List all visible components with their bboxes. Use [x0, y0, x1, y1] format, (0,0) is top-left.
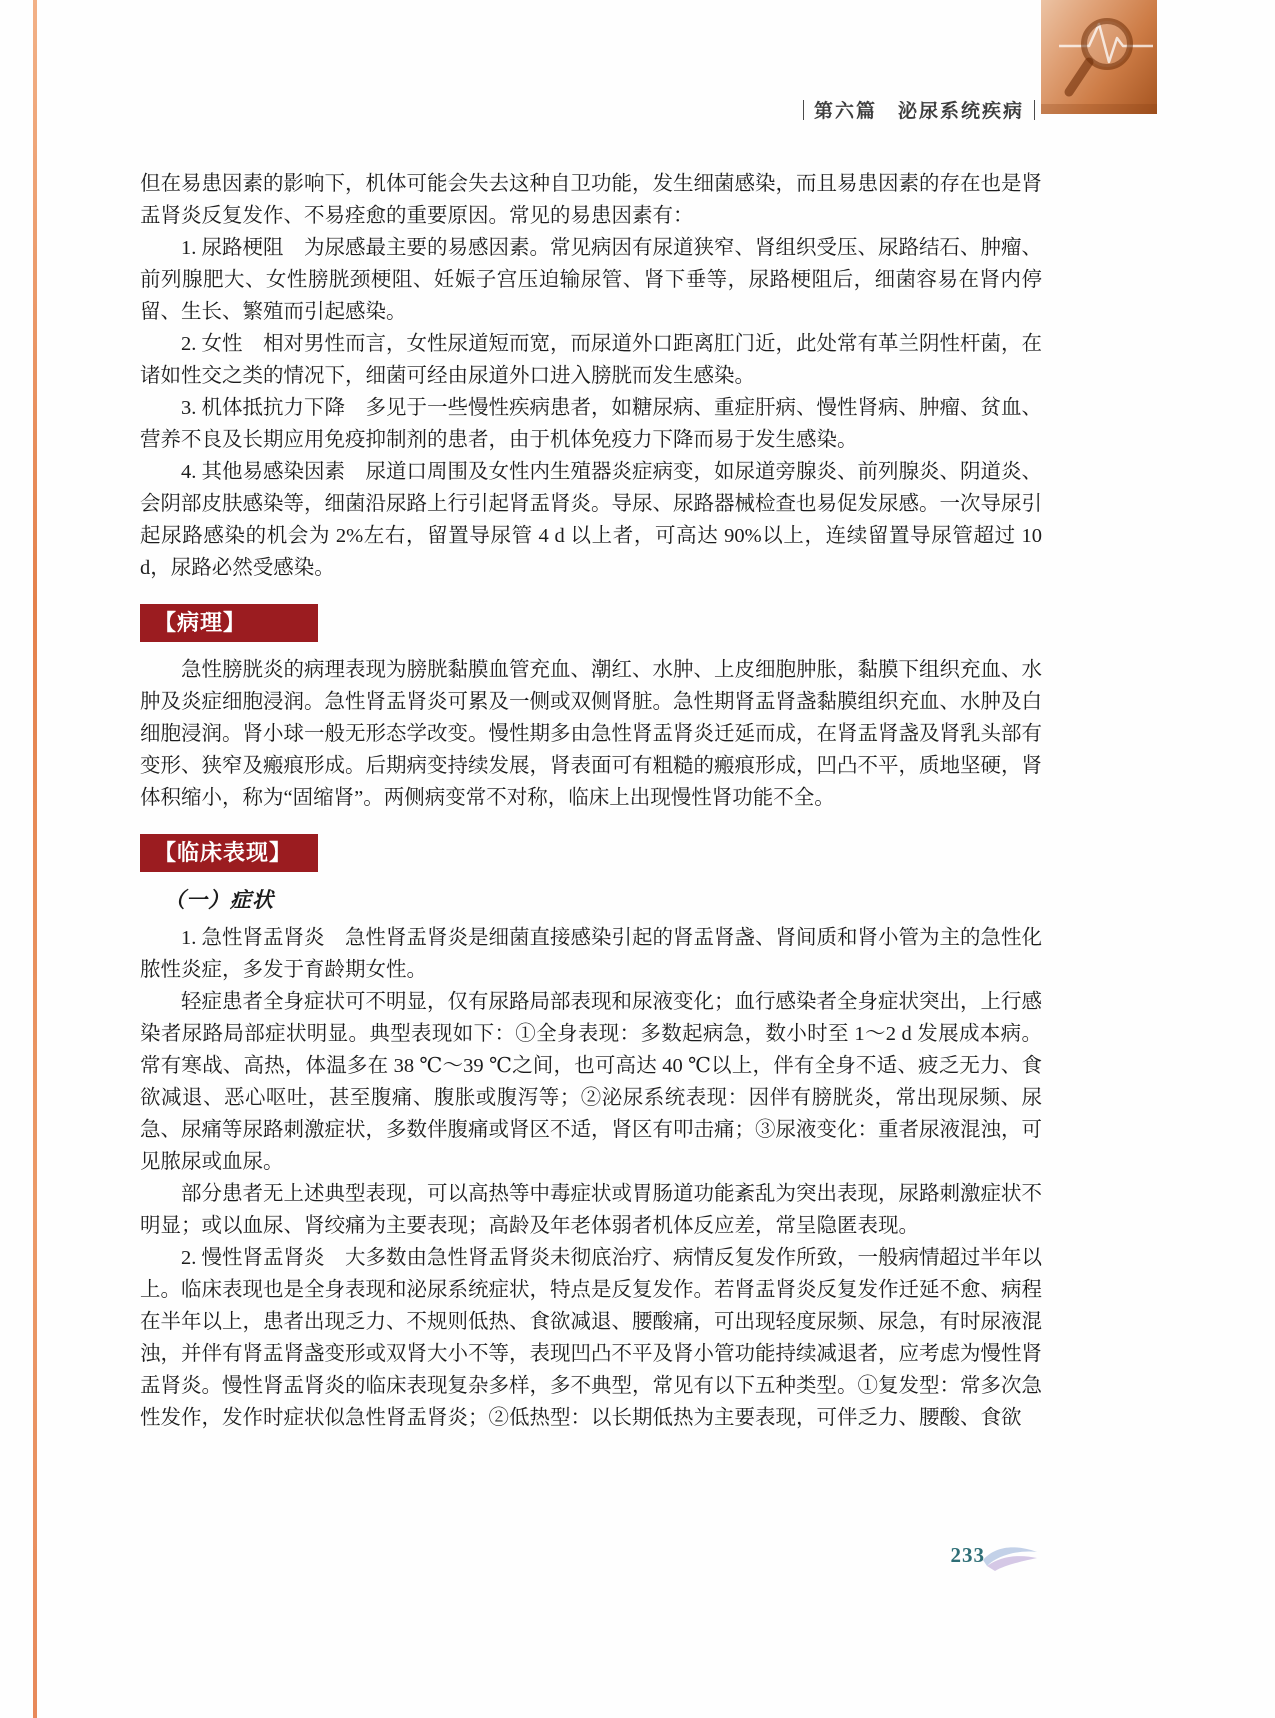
paragraph: 但在易患因素的影响下，机体可能会失去这种自卫功能，发生细菌感染，而且易患因素的存在也是肾盂肾炎反复发作、不易痊愈的重要原因。常见的易患因素有：: [140, 173, 1042, 227]
subheading-symptoms: （一）症状: [164, 888, 274, 912]
section-heading-clinical-manifestations: 【临床表现】: [140, 834, 318, 872]
magnifier-heartbeat-icon: [1041, 0, 1157, 114]
running-header: [803, 96, 1035, 123]
paragraph: 1. 尿路梗阻 为尿感最主要的易感因素。常见病因有尿道狭窄、肾组织受压、尿路结石、肿瘤、前列腺肥大、女性膀胱颈梗阻、妊娠子宫压迫输尿管、肾下垂等，尿路梗阻后，细菌容易在肾内停留、生长、繁殖而引起感染。: [140, 237, 1042, 323]
paragraph: 急性膀胱炎的病理表现为膀胱黏膜血管充血、潮红、水肿、上皮细胞肿胀，黏膜下组织充血、水肿及炎症细胞浸润。急性肾盂肾炎可累及一侧或双侧肾脏。急性期肾盂肾盏黏膜组织充血、水肿及白细胞浸润。肾小球一般无形态学改变。慢性期多由急性肾盂肾炎迁延而成，在肾盂肾盏及肾乳头部有变形、狭窄及瘢痕形成。后期病变持续发展，肾表面可有粗糙的瘢痕形成，凹凸不平，质地坚硬，肾体积缩小，称为“固缩肾”。两侧病变常不对称，临床上出现慢性肾功能不全。: [140, 659, 1042, 809]
left-accent-line: [33, 0, 37, 1718]
header-divider-right: [1034, 100, 1035, 120]
section-heading-pathology: 【病理】: [140, 604, 318, 642]
paragraph: 1. 急性肾盂肾炎 急性肾盂肾炎是细菌直接感染引起的肾盂肾盏、肾间质和肾小管为主的急性化脓性炎症，多发于育龄期女性。: [140, 927, 1042, 981]
page-content: [140, 168, 1042, 1434]
footer-swoosh-icon: [981, 1544, 1039, 1572]
paragraph: 4. 其他易感染因素 尿道口周围及女性内生殖器炎症病变，如尿道旁腺炎、前列腺炎、阴道炎、会阴部皮肤感染等，细菌沿尿路上行引起肾盂肾炎。导尿、尿路器械检查也易促发尿感。一次导尿引起尿路感染的机会为 2%左右，留置导尿管 4 d 以上者，可高达 90%以上，连续留置导尿管超过 10 d，尿路必然受感染。: [140, 461, 1042, 579]
page-footer: [951, 1543, 1040, 1568]
paragraph: 2. 慢性肾盂肾炎 大多数由急性肾盂肾炎未彻底治疗、病情反复发作所致，一般病情超过半年以上。临床表现也是全身表现和泌尿系统症状，特点是反复发作。若肾盂肾炎反复发作迁延不愈、病程在半年以上，患者出现乏力、不规则低热、食欲减退、腰酸痛，可出现轻度尿频、尿急，有时尿液混浊，并伴有肾盂肾盏变形或双肾大小不等，表现凹凸不平及肾小管功能持续减退者，应考虑为慢性肾盂肾炎。慢性肾盂肾炎的临床表现复杂多样，多不典型，常见有以下五种类型。①复发型：常多次急性发作，发作时症状似急性肾盂肾炎；②低热型：以长期低热为主要表现，可伴乏力、腰酸、食欲: [140, 1247, 1042, 1429]
header-decoration: [1041, 0, 1157, 114]
paragraph: 部分患者无上述典型表现，可以高热等中毒症状或胃肠道功能紊乱为突出表现，尿路刺激症状不明显；或以血尿、肾绞痛为主要表现；高龄及年老体弱者机体反应差，常呈隐匿表现。: [140, 1183, 1042, 1237]
paragraph: 轻症患者全身症状可不明显，仅有尿路局部表现和尿液变化；血行感染者全身症状突出，上行感染者尿路局部症状明显。典型表现如下：①全身表现：多数起病急，数小时至 1～2 d 发展成本病。常有寒战、高热，体温多在 38 ℃～39 ℃之间，也可高达 40 ℃以上，伴有全身不适、疲乏无力、食欲减退、恶心呕吐，甚至腹痛、腹胀或腹泻等；②泌尿系统表现：因伴有膀胱炎，常出现尿频、尿急、尿痛等尿路刺激症状，多数伴腹痛或肾区不适，肾区有叩击痛；③尿液变化：重者尿液混浊，可见脓尿或血尿。: [140, 991, 1042, 1173]
page-number: 233: [950, 1543, 985, 1567]
header-divider-left: [803, 100, 804, 120]
paragraph: 3. 机体抵抗力下降 多见于一些慢性疾病患者，如糖尿病、重症肝病、慢性肾病、肿瘤、贫血、营养不良及长期应用免疫抑制剂的患者，由于机体免疫力下降而易于发生感染。: [140, 397, 1042, 451]
paragraph: 2. 女性 相对男性而言，女性尿道短而宽，而尿道外口距离肛门近，此处常有革兰阴性杆菌，在诸如性交之类的情况下，细菌可经由尿道外口进入膀胱而发生感染。: [140, 333, 1042, 387]
chapter-title: 第六篇 泌尿系统疾病: [813, 101, 1024, 122]
